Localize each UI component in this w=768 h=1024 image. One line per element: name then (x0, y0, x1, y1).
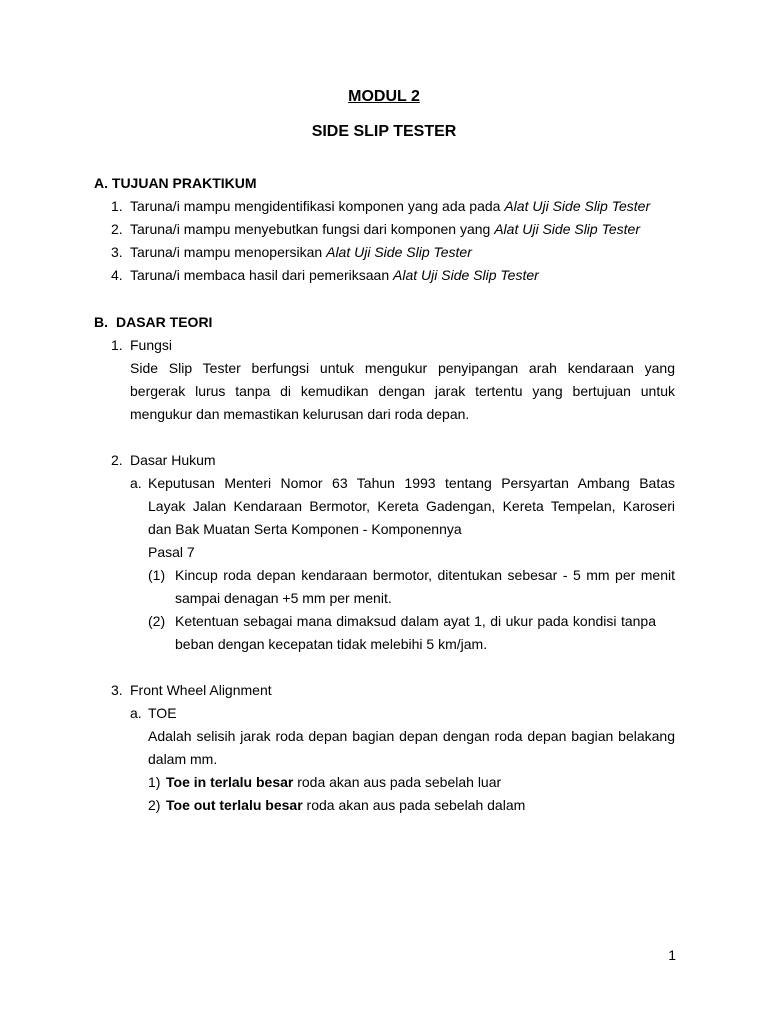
list-item-text: Taruna/i membaca hasil dari pemeriksaan (130, 267, 394, 283)
section-b-heading: DASAR TEORI (116, 314, 213, 330)
list-item-text: Taruna/i mampu menopersikan (130, 244, 327, 260)
ayat-number: (2) (148, 613, 166, 629)
list-item-text: Taruna/i mampu mengidentifikasi komponen yang ada pada (130, 198, 505, 214)
page-number: 1 (668, 947, 676, 963)
list-item-number: 4. (111, 267, 123, 283)
paragraph-line: Layak Jalan Kendaraan Bermotor, Kereta Gadengan, Kereta Tempelan, Karoseri (148, 498, 675, 514)
ayat-number: (1) (148, 567, 166, 583)
point-bold-text: Toe out terlalu besar (166, 797, 303, 813)
list-item-number: 2. (111, 221, 123, 237)
subsection-title: Front Wheel Alignment (130, 682, 272, 698)
paragraph-line: Adalah selisih jarak roda depan bagian depan dengan roda depan bagian belakang (148, 728, 675, 744)
list-item-number: 1. (111, 198, 123, 214)
list-item-emphasis: Alat Uji Side Slip Tester (494, 221, 640, 237)
section-a-heading: A. TUJUAN PRAKTIKUM (94, 175, 257, 191)
paragraph-line: beban dengan kecepatan tidak melebihi 5 km/jam. (175, 636, 488, 652)
point-bold-text: Toe in terlalu besar (166, 774, 294, 790)
list-item (130, 218, 640, 241)
paragraph-line: Keputusan Menteri Nomor 63 Tahun 1993 tentang Persyartan Ambang Batas (148, 475, 675, 491)
paragraph-line: Side Slip Tester berfungsi untuk mengukur penyipangan arah kendaraan yang (130, 360, 675, 376)
paragraph-line: dan Bak Muatan Serta Komponen - Komponennya (148, 521, 462, 537)
list-item-number: 3. (111, 682, 123, 698)
list-item-letter: a. (130, 475, 142, 491)
list-item-number: 1. (111, 337, 123, 353)
list-item-emphasis: Alat Uji Side Slip Tester (393, 267, 539, 283)
paragraph-line: bergerak lurus tanpa di kemudikan dengan jarak tertentu yang bertujuan untuk (130, 383, 675, 399)
toe-title: TOE (148, 705, 177, 721)
section-b-number: B. (94, 314, 108, 330)
point-text: roda akan aus pada sebelah dalam (302, 797, 526, 813)
list-item-letter: a. (130, 705, 142, 721)
subsection-title: Dasar Hukum (130, 452, 216, 468)
list-item-number: 3. (111, 244, 123, 260)
paragraph-line: Kincup roda depan kendaraan bermotor, ditentukan sebesar - 5 mm per menit (175, 567, 675, 583)
subsection-title: Fungsi (130, 337, 173, 353)
paragraph-line: Ketentuan sebagai mana dimaksud dalam ayat 1, di ukur pada kondisi tanpa (175, 613, 656, 629)
paragraph-line: dalam mm. (148, 751, 218, 767)
list-item (130, 241, 472, 264)
point-number: 2) (148, 797, 161, 813)
list-item-text: Taruna/i mampu menyebutkan fungsi dari komponen yang (130, 221, 495, 237)
list-item (166, 771, 501, 794)
list-item (130, 264, 539, 287)
list-item-emphasis: Alat Uji Side Slip Tester (504, 198, 651, 214)
point-text: roda akan aus pada sebelah luar (293, 774, 502, 790)
page-title: MODUL 2 (348, 88, 420, 105)
paragraph-line: mengukur dan memastikan kelurusan dari roda depan. (130, 406, 470, 422)
list-item-emphasis: Alat Uji Side Slip Tester (326, 244, 472, 260)
paragraph-line: sampai denagan +5 mm per menit. (175, 590, 392, 606)
pasal-label: Pasal 7 (148, 544, 195, 560)
list-item (130, 195, 650, 218)
list-item (166, 794, 525, 817)
point-number: 1) (148, 774, 161, 790)
list-item-number: 2. (111, 452, 123, 468)
page-subtitle: SIDE SLIP TESTER (311, 123, 457, 140)
